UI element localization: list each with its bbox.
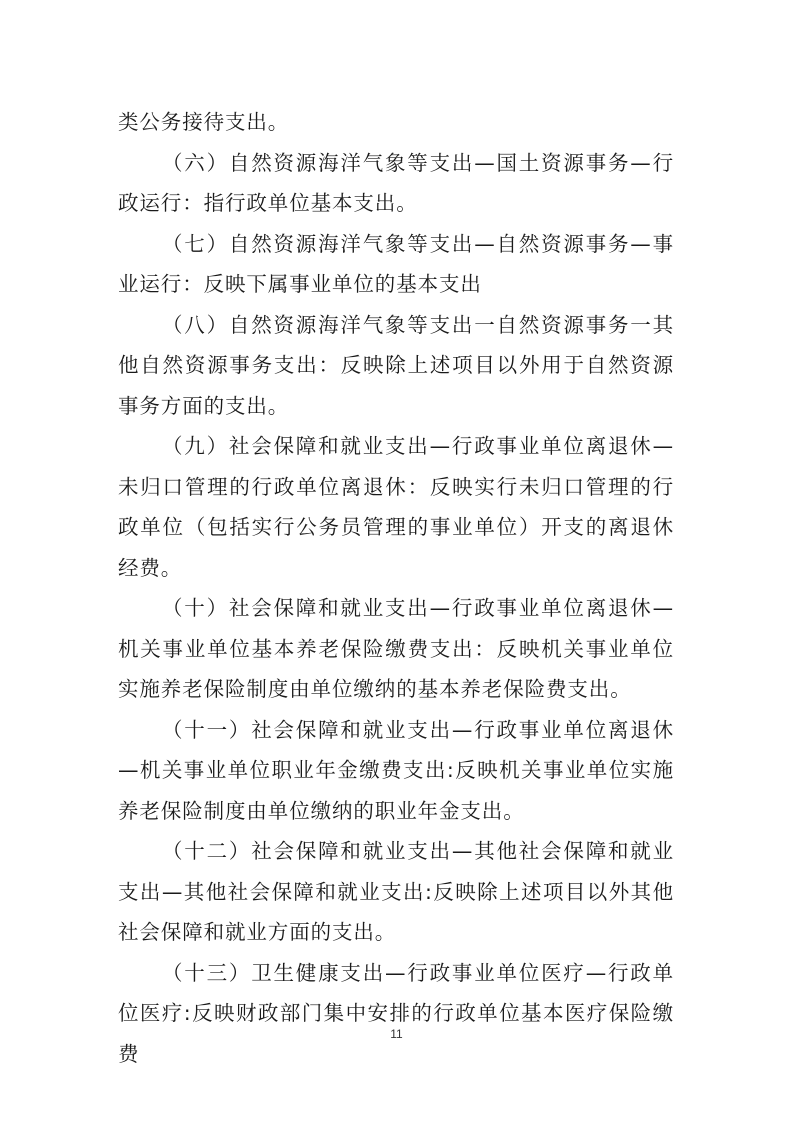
paragraph-continuation: 类公务接待支出。 (118, 110, 290, 134)
paragraph-item-7: （七）自然资源海洋气象等支出—自然资源事务—事业运行：反映下属事业单位的基本支出 (118, 231, 674, 296)
paragraph-item-13: （十三）卫生健康支出—行政事业单位医疗—行政单位医疗:反映财政部门集中安排的行政单位基本医疗保险缴费 (118, 960, 674, 1066)
page-number: 11 (390, 1027, 403, 1041)
paragraph-item-6: （六）自然资源海洋气象等支出—国土资源事务—行政运行：指行政单位基本支出。 (118, 150, 674, 215)
paragraph-item-10: （十）社会保障和就业支出—行政事业单位离退休—机关事业单位基本养老保险缴费支出：反映机关事业单位实施养老保险制度由单位缴纳的基本养老保险费支出。 (118, 596, 674, 701)
body-text (118, 102, 674, 1074)
paragraph-item-8: （八）自然资源海洋气象等支出一自然资源事务一其他自然资源事务支出：反映除上述项目以外用于自然资源事务方面的支出。 (118, 312, 674, 418)
paragraph-item-12: （十二）社会保障和就业支出—其他社会保障和就业支出—其他社会保障和就业支出:反映除上述项目以外其他社会保障和就业方面的支出。 (118, 839, 674, 944)
paragraph-item-9: （九）社会保障和就业支出—行政事业单位离退休—未归口管理的行政单位离退休：反映实行未归口管理的行政单位（包括实行公务员管理的事业单位）开支的离退休经费。 (118, 434, 674, 580)
paragraph-item-11: （十一）社会保障和就业支出—行政事业单位离退休—机关事业单位职业年金缴费支出:反映机关事业单位实施养老保险制度由单位缴纳的职业年金支出。 (118, 717, 674, 823)
